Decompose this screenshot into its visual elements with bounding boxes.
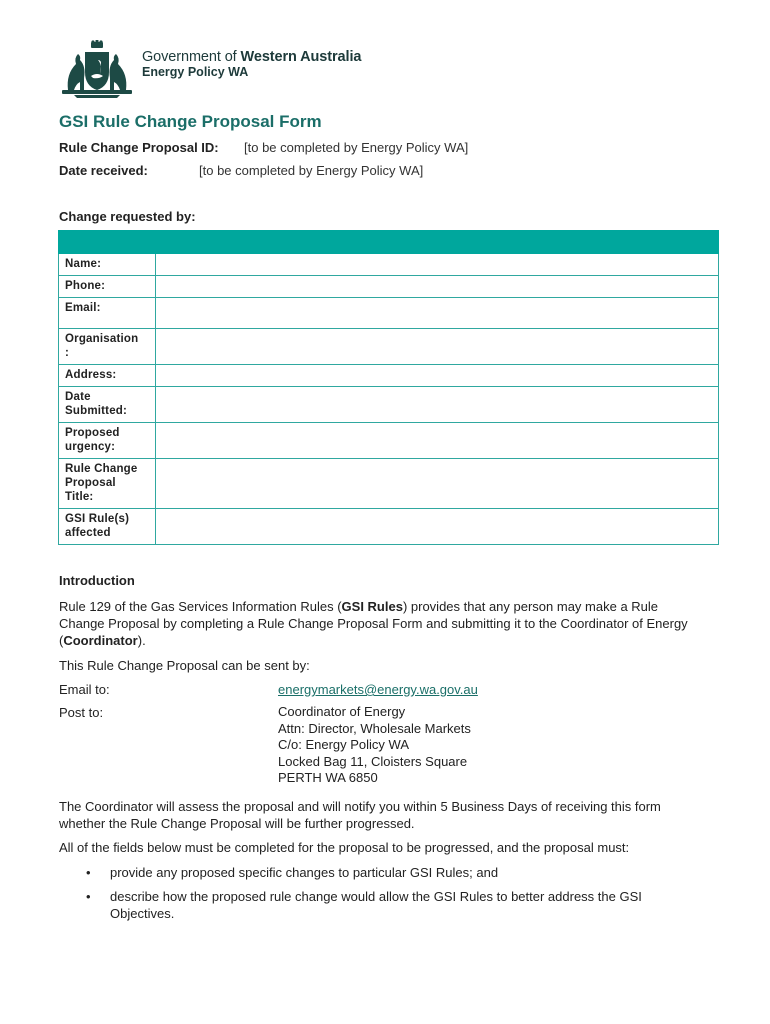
table-row — [59, 387, 719, 423]
requirements-list — [86, 864, 706, 929]
post-label: Post to: — [59, 705, 104, 720]
field-input-date-submitted[interactable] — [156, 387, 719, 423]
field-label-proposal-title: Rule Change Proposal Title: — [59, 459, 156, 509]
field-label-rules-affected: GSI Rule(s) affected — [59, 509, 156, 545]
address-line: PERTH WA 6850 — [278, 770, 378, 785]
date-received-label: Date received: — [59, 163, 148, 178]
field-label-organisation: Organisation : — [59, 329, 156, 365]
proposal-id-label: Rule Change Proposal ID: — [59, 140, 219, 155]
table-row — [59, 276, 719, 298]
table-row — [59, 509, 719, 545]
intro-paragraph-rule-129: Rule 129 of the Gas Services Information Rules (GSI Rules) provides that any person may make a Rule Change Proposal by completing a Rule Change Proposal Form and submitting it to the Coordinator of Energy (Coordinator). — [59, 599, 688, 648]
intro-paragraph-requirements: All of the fields below must be completed for the proposal to be progressed, and the proposal must: — [59, 840, 630, 855]
field-input-name[interactable] — [156, 254, 719, 276]
intro-paragraph-assessment: The Coordinator will assess the proposal and will notify you within 5 Business Days of receiving this form whether the Rule Change Proposal will be further progressed. — [59, 799, 661, 831]
field-label-address: Address: — [59, 365, 156, 387]
address-line: Attn: Director, Wholesale Markets — [278, 720, 471, 736]
address-line: Coordinator of Energy — [278, 704, 406, 719]
field-input-proposal-title[interactable] — [156, 459, 719, 509]
field-input-phone[interactable] — [156, 276, 719, 298]
government-name: Government of Western Australia — [142, 49, 362, 65]
bullet-icon: • — [86, 889, 91, 904]
list-item: • describe how the proposed rule change would allow the GSI Rules to better address the GSI Objectives. — [86, 889, 642, 921]
wa-crest-logo — [58, 40, 136, 98]
field-label-phone: Phone: — [59, 276, 156, 298]
intro-paragraph-sent-by: This Rule Change Proposal can be sent by: — [59, 658, 310, 673]
field-input-organisation[interactable] — [156, 329, 719, 365]
table-header-row — [59, 231, 719, 254]
email-label: Email to: — [59, 682, 110, 697]
table-row — [59, 329, 719, 365]
field-label-proposed-urgency: Proposed urgency: — [59, 423, 156, 459]
field-input-address[interactable] — [156, 365, 719, 387]
field-label-name: Name: — [59, 254, 156, 276]
header — [58, 40, 458, 100]
page-title: GSI Rule Change Proposal Form — [59, 112, 322, 131]
table-row — [59, 365, 719, 387]
date-received-row — [59, 163, 423, 178]
field-label-email: Email: — [59, 298, 156, 329]
bullet-icon: • — [86, 865, 91, 880]
address-line: Locked Bag 11, Cloisters Square — [278, 753, 468, 769]
address-line: C/o: Energy Policy WA — [278, 737, 410, 752]
table-row — [59, 423, 719, 459]
introduction-heading: Introduction — [59, 573, 135, 588]
field-input-email[interactable] — [156, 298, 719, 329]
table-row — [59, 254, 719, 276]
change-requested-label: Change requested by: — [59, 209, 196, 224]
requester-details-table — [58, 230, 719, 545]
proposal-id-row — [59, 140, 468, 155]
list-item: • provide any proposed specific changes to particular GSI Rules; and — [86, 865, 499, 880]
date-received-value: [to be completed by Energy Policy WA] — [199, 163, 424, 178]
email-link[interactable]: energymarkets@energy.wa.gov.au — [278, 682, 478, 697]
field-input-proposed-urgency[interactable] — [156, 423, 719, 459]
table-row — [59, 298, 719, 329]
field-input-rules-affected[interactable] — [156, 509, 719, 545]
proposal-id-value: [to be completed by Energy Policy WA] — [244, 140, 469, 155]
department-name: Energy Policy WA — [142, 65, 249, 79]
postal-address — [278, 704, 471, 787]
field-label-date-submitted: Date Submitted: — [59, 387, 156, 423]
table-row — [59, 459, 719, 509]
